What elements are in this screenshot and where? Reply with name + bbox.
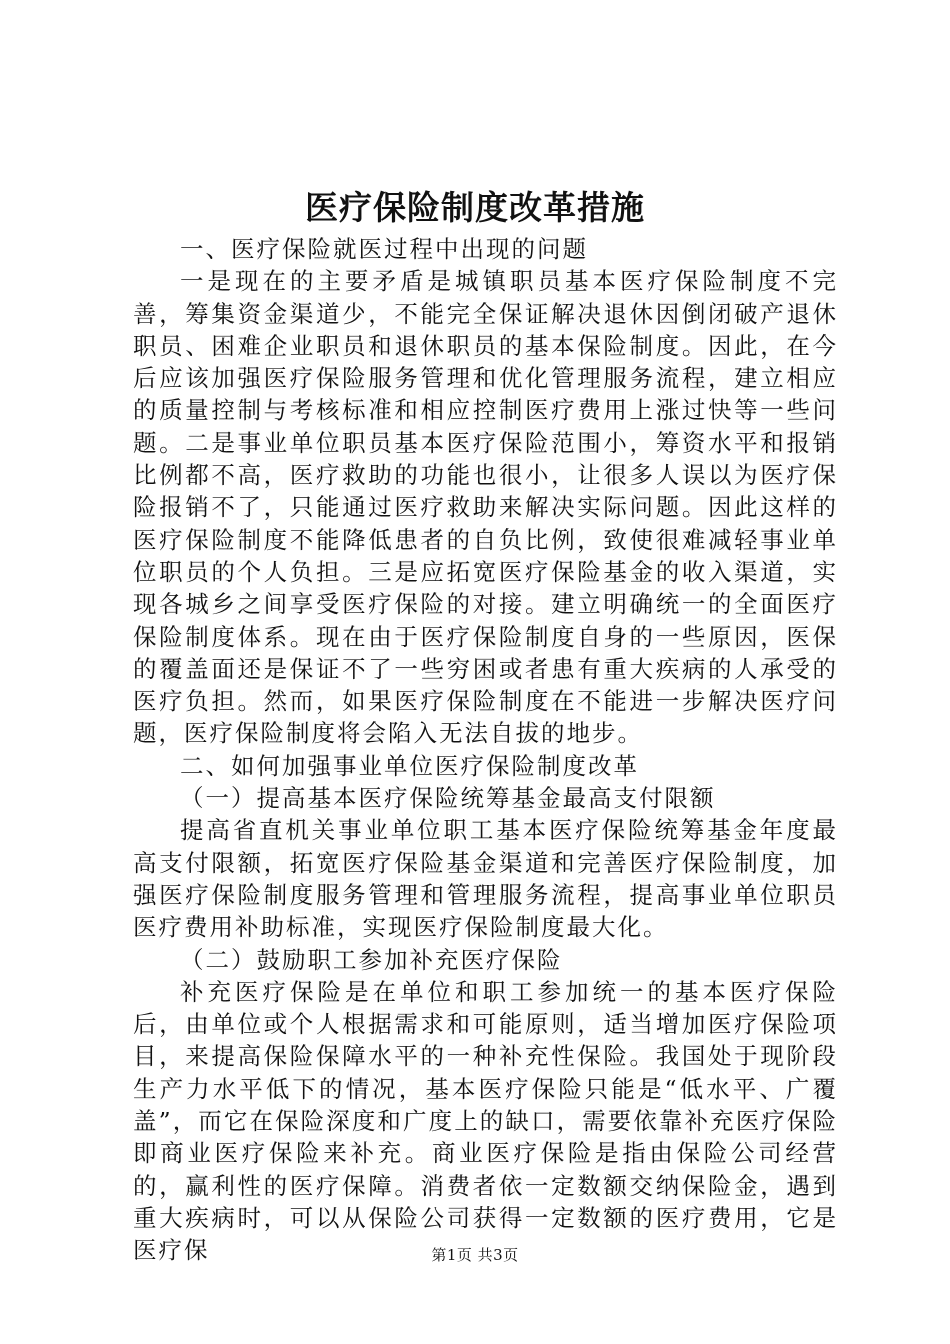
section-heading-problems: 一、医疗保险就医过程中出现的问题 [180,235,588,263]
subsection-heading-supplementary: （二）鼓励职工参加补充医疗保险 [180,945,563,974]
paragraph-supplementary: 补充医疗保险是在单位和职工参加统一的基本医疗保险后，由单位或个人根据需求和可能原则，适当增加医疗保险项目，来提高保险保障水平的一种补充性保险。我国处于现阶段生产力水平低下的情况，基本医疗保险只能是“低水平、广覆盖”，而它在保险深度和广度上的缺口，需要依靠补充医疗保险即商业医疗保险来补充。商业医疗保险是指由保险公司经营的，赢利性的医疗保障。消费者依一定数额交纳保险金，遇到重大疾病时，可以从保险公司获得一定数额的医疗费用，它是医疗保 [133,977,838,1265]
paragraph-problems: 一是现在的主要矛盾是城镇职员基本医疗保险制度不完善，筹集资金渠道少，不能完全保证解决退休因倒闭破产退休职员、困难企业职员和退休职员的基本保险制度。因此，在今后应该加强医疗保险服务管理和优化管理服务流程，建立相应的质量控制与考核标准和相应控制医疗费用上涨过快等一些问题。二是事业单位职员基本医疗保险范围小，筹资水平和报销比例都不高，医疗救助的功能也很小，让很多人误以为医疗保险报销不了，只能通过医疗救助来解决实际问题。因此这样的医疗保险制度不能降低患者的自负比例，致使很难减轻事业单位职员的个人负担。三是应拓宽医疗保险基金的收入渠道，实现各城乡之间享受医疗保险的对接。建立明确统一的全面医疗保险制度体系。现在由于医疗保险制度自身的一些原因，医保的覆盖面还是保证不了一些穷困或者患有重大疾病的人承受的医疗负担。然而，如果医疗保险制度在不能进一步解决医疗问题，医疗保险制度将会陷入无法自拔的地步。 [133,267,838,748]
document-title: 医疗保险制度改革措施 [305,188,645,227]
paragraph-payment-limit: 提高省直机关事业单位职工基本医疗保险统筹基金年度最高支付限额，拓宽医疗保险基金渠道和完善医疗保险制度，加强医疗保险制度服务管理和管理服务流程，提高事业单位职员医疗费用补助标准，实现医疗保险制度最大化。 [133,816,838,942]
section-heading-reform: 二、如何加强事业单位医疗保险制度改革 [180,751,639,780]
document-body [133,233,838,1267]
page-footer: 第1页 共3页 [431,1246,519,1264]
subsection-heading-payment-limit: （一）提高基本医疗保险统筹基金最高支付限额 [180,784,716,813]
